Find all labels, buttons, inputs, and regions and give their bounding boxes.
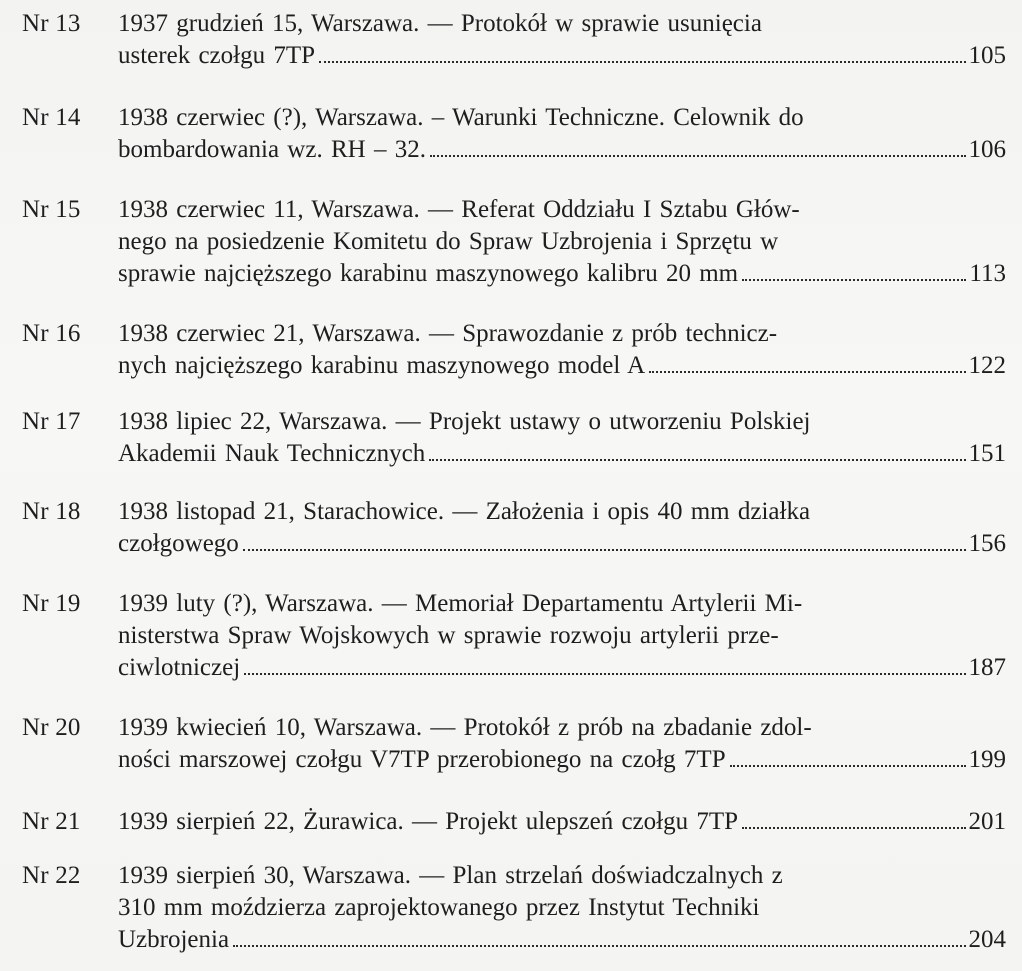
entry-line: ności marszowej czołgu V7TP przerobionego na czołg 7TP (118, 746, 726, 773)
page-number: 105 (968, 42, 1006, 69)
page-number: 122 (968, 352, 1006, 379)
entry-last-line (118, 528, 1006, 560)
entry-number: Nr 17 (22, 408, 81, 435)
entry-line: 1939 sierpień 30, Warszawa. — Plan strzelań doświadczalnych z (118, 862, 783, 889)
entry-line: 1938 lipiec 22, Warszawa. — Projekt ustawy o utworzeniu Polskiej (118, 408, 811, 435)
entry-number: Nr 19 (22, 590, 81, 617)
entry-number: Nr 15 (22, 196, 81, 223)
entry-line: nisterstwa Spraw Wojskowych w sprawie rozwoju artylerii prze- (118, 622, 779, 649)
entry-number: Nr 22 (22, 862, 81, 889)
entry-text (118, 496, 1006, 560)
entry-last-line (118, 652, 1006, 684)
entry-last-line (118, 924, 1006, 956)
page-number: 156 (968, 530, 1006, 557)
dot-leader (742, 826, 965, 829)
entry-last-line (118, 40, 1006, 72)
entry-last-line (118, 438, 1006, 470)
entry-last-line (118, 134, 1006, 166)
entry-line: 310 mm moździerza zaprojektowanego przez Instytut Techniki (118, 894, 760, 921)
entry-number: Nr 21 (22, 808, 81, 835)
entry-line: ciwlotniczej (118, 654, 241, 681)
dot-leader (430, 154, 966, 157)
entry-number: Nr 14 (22, 104, 81, 131)
entry-line: 1938 czerwiec 11, Warszawa. — Referat Oddziału I Sztabu Głów- (118, 196, 800, 223)
dot-leader (233, 944, 965, 947)
dot-leader (730, 764, 966, 767)
dot-leader (243, 548, 966, 551)
entry-text (118, 318, 1006, 382)
entry-line: 1939 sierpień 22, Żurawica. — Projekt ulepszeń czołgu 7TP (118, 808, 739, 835)
page-number: 204 (968, 926, 1006, 953)
dot-leader (429, 458, 965, 461)
entry-line: nych najcięższego karabinu maszynowego model A (118, 352, 646, 379)
page-number: 199 (968, 746, 1006, 773)
entry-text (118, 712, 1006, 776)
entry-text (118, 194, 1006, 290)
page-number: 187 (968, 654, 1006, 681)
dot-leader (319, 60, 965, 63)
dot-leader (244, 672, 965, 675)
entry-line: 1937 grudzień 15, Warszawa. — Protokół w sprawie usunięcia (118, 10, 762, 37)
entry-text (118, 588, 1006, 684)
page-number: 201 (968, 808, 1006, 835)
page-number: 106 (968, 136, 1006, 163)
entry-line: 1938 listopad 21, Starachowice. — Założenia i opis 40 mm działka (118, 498, 811, 525)
entry-text (118, 102, 1006, 166)
entry-text (118, 860, 1006, 956)
entry-text (118, 8, 1006, 72)
dot-leader (742, 278, 966, 281)
entry-line: 1939 luty (?), Warszawa. — Memoriał Departamentu Artylerii Mi- (118, 590, 803, 617)
entry-line: Akademii Nauk Technicznych (118, 440, 426, 467)
entry-number: Nr 16 (22, 320, 81, 347)
page-number: 151 (968, 440, 1006, 467)
entry-text (118, 406, 1006, 470)
entry-line: 1938 czerwiec 21, Warszawa. — Sprawozdanie z prób technicz- (118, 320, 778, 347)
entry-text (118, 806, 1006, 838)
entry-last-line (118, 744, 1006, 776)
entry-line: bombardowania wz. RH – 32. (118, 136, 426, 163)
entry-last-line (118, 258, 1006, 290)
entry-line: czołgowego (118, 530, 239, 557)
entry-line: sprawie najcięższego karabinu maszynowego kalibru 20 mm (118, 260, 739, 287)
entry-number: Nr 13 (22, 10, 81, 37)
entry-line: usterek czołgu 7TP (118, 42, 316, 69)
entry-last-line (118, 350, 1006, 382)
entry-last-line (118, 806, 1006, 838)
entry-line: nego na posiedzenie Komitetu do Spraw Uzbrojenia i Sprzętu w (118, 228, 779, 255)
entry-line: 1938 czerwiec (?), Warszawa. – Warunki Techniczne. Celownik do (118, 104, 804, 131)
page-number: 113 (969, 260, 1006, 287)
entry-line: 1939 kwiecień 10, Warszawa. — Protokół z prób na zbadanie zdol- (118, 714, 812, 741)
dot-leader (649, 370, 965, 373)
entry-number: Nr 20 (22, 714, 81, 741)
entry-number: Nr 18 (22, 498, 81, 525)
entry-line: Uzbrojenia (118, 926, 230, 953)
